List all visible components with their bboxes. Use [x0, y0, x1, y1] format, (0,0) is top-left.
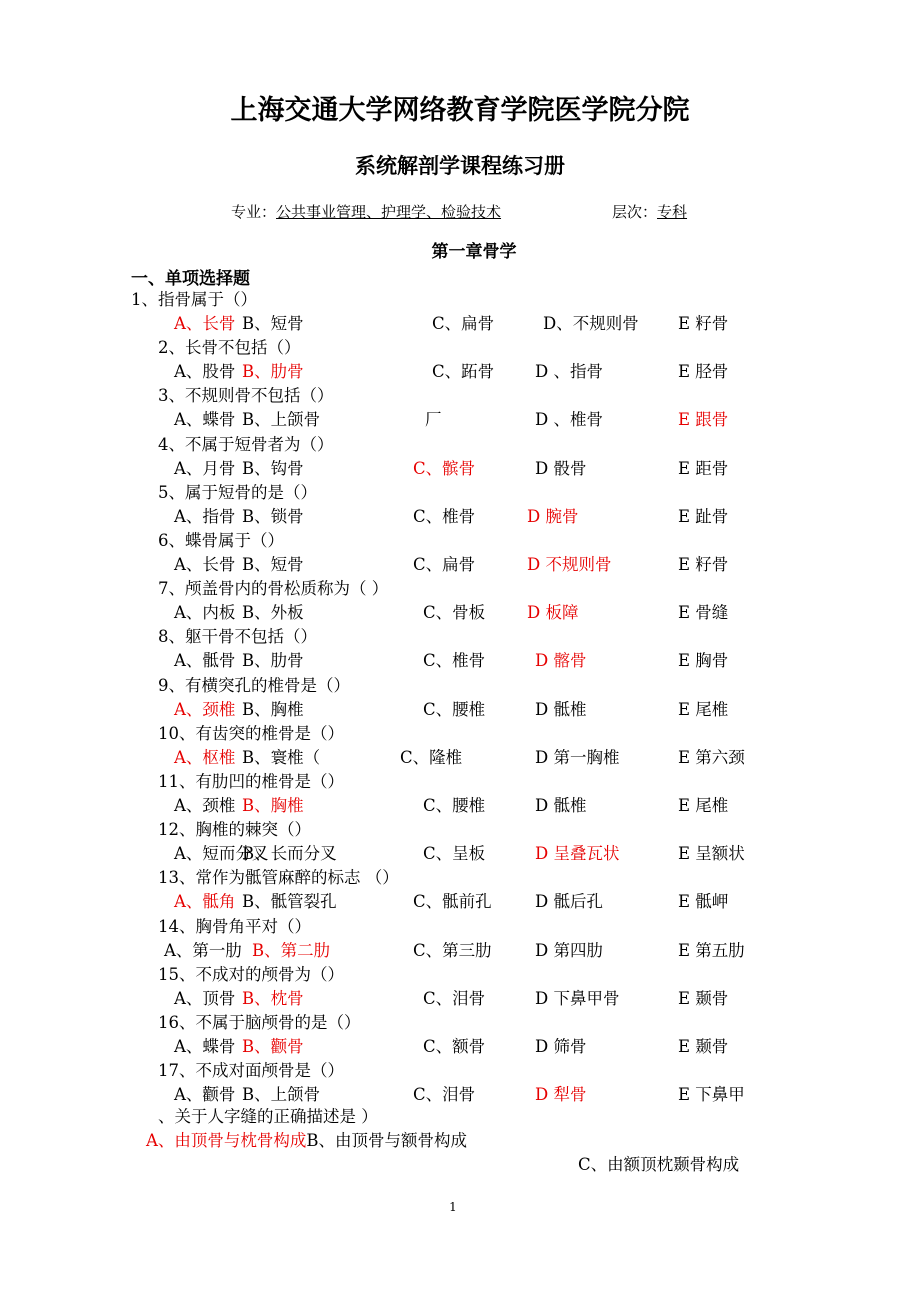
question-text: 14、胸骨角平对（）: [158, 917, 311, 936]
option-d: D 、椎骨: [535, 410, 603, 429]
option-b: B、短骨: [242, 555, 304, 574]
option-c: C、由额顶枕颞骨构成: [578, 1155, 740, 1174]
question-text: 5、属于短骨的是（）: [158, 483, 317, 502]
option-e: E 骨缝: [678, 603, 729, 622]
option-a: A、股骨: [174, 362, 236, 381]
option-a: A、第一肋: [164, 941, 242, 960]
option-e: E 颞骨: [678, 1037, 729, 1056]
level-label: 层次：: [612, 203, 658, 221]
option-c: C、骶前孔: [413, 892, 492, 911]
option-a: A、蝶骨: [174, 1037, 236, 1056]
option-a: A、顶骨: [174, 989, 236, 1008]
option-c: C、椎骨: [423, 651, 486, 670]
option-d: D 、指骨: [535, 362, 603, 381]
option-a: A、枢椎: [174, 748, 236, 767]
option-c: 厂: [425, 410, 442, 429]
question-text: 6、蝶骨属于（）: [158, 531, 284, 550]
option-b: B、上颌骨: [242, 410, 321, 429]
level-value: 专科: [657, 203, 688, 221]
option-c: C、腰椎: [423, 796, 486, 815]
option-b: B、上颌骨: [242, 1085, 321, 1104]
question-text: 13、常作为骶管麻醉的标志 （）: [158, 868, 399, 887]
option-c: C、泪骨: [423, 989, 486, 1008]
option-b: B、长而分叉: [242, 844, 337, 863]
option-a: A、颈椎: [174, 700, 236, 719]
option-a: A、骶骨: [174, 651, 236, 670]
option-a: A、蝶骨: [174, 410, 236, 429]
option-b: B、枕骨: [242, 989, 304, 1008]
option-e: E 跟骨: [678, 410, 729, 429]
question-text: 11、有肋凹的椎骨是（）: [158, 772, 344, 791]
option-d: D 呈叠瓦状: [535, 844, 620, 863]
question-text: 16、不属于脑颅骨的是（）: [158, 1013, 361, 1032]
option-d: D 髂骨: [535, 651, 587, 670]
option-a: A、骶角: [174, 892, 236, 911]
question-text: 8、躯干骨不包括（）: [158, 627, 317, 646]
page-number: 1: [449, 1200, 457, 1214]
option-c: C、跖骨: [432, 362, 495, 381]
major-label: 专业：: [231, 203, 277, 221]
major-value: 公共事业管理、护理学、检验技术: [276, 203, 502, 221]
option-a: A、颈椎: [174, 796, 236, 815]
option-a: A、月骨: [174, 459, 236, 478]
question-text: 2、长骨不包括（）: [158, 338, 301, 357]
option-e: E 尾椎: [678, 796, 729, 815]
option-e: E 籽骨: [678, 555, 729, 574]
option-b: B、寰椎（: [242, 748, 321, 767]
option-d: D 板障: [527, 603, 579, 622]
option-e: E 下鼻甲: [678, 1085, 745, 1104]
section-heading: 一、单项选择题: [131, 269, 250, 289]
option-d: D 骰骨: [535, 459, 587, 478]
question-text: 3、不规则骨不包括（）: [158, 386, 334, 405]
option-e: E 籽骨: [678, 314, 729, 333]
option-b: B、第二肋: [252, 941, 331, 960]
option-a: A、内板: [174, 603, 236, 622]
option-c: C、扁骨: [413, 555, 476, 574]
option-b: B、钩骨: [242, 459, 304, 478]
question-text: 12、胸椎的棘突（）: [158, 820, 311, 839]
chapter-heading: 第一章骨学: [431, 242, 517, 262]
option-c: C、椎骨: [413, 507, 476, 526]
option-b: B、短骨: [242, 314, 304, 333]
question-text: 17、不成对面颅骨是（）: [158, 1061, 344, 1080]
option-b: B、颧骨: [242, 1037, 304, 1056]
option-a: A、颧骨: [174, 1085, 236, 1104]
option-d: D 骶后孔: [535, 892, 603, 911]
option-d: D 筛骨: [535, 1037, 587, 1056]
option-c: C、骨板: [423, 603, 486, 622]
question-text: 、关于人字缝的正确描述是 ）: [158, 1107, 378, 1126]
option-b: B、锁骨: [242, 507, 304, 526]
option-d: D 骶椎: [535, 700, 587, 719]
option-b: B、肋骨: [242, 362, 304, 381]
option-a: A、长骨: [174, 314, 236, 333]
option-a: A、长骨: [174, 555, 236, 574]
option-e: E 尾椎: [678, 700, 729, 719]
option-d: D 腕骨: [527, 507, 579, 526]
option-e: E 呈额状: [678, 844, 745, 863]
question-text: 15、不成对的颅骨为（）: [158, 965, 344, 984]
major-info: [231, 201, 501, 222]
question-text: 1、指骨属于（）: [131, 290, 257, 309]
option-a: A、指骨: [174, 507, 236, 526]
document-title: 上海交通大学网络教育学院医学院分院: [230, 95, 690, 126]
option-b: B、胸椎: [242, 796, 304, 815]
answer-options: [146, 1131, 467, 1151]
question-text: 10、有齿突的椎骨是（）: [158, 724, 344, 743]
option-e: E 趾骨: [678, 507, 729, 526]
option-e: E 颞骨: [678, 989, 729, 1008]
option-d: D 犁骨: [535, 1085, 587, 1104]
option-d: D 不规则骨: [527, 555, 612, 574]
option-d: D 骶椎: [535, 796, 587, 815]
option-e: E 胫骨: [678, 362, 729, 381]
option-a: A、短而分叉: [174, 844, 269, 863]
option-c: C、额骨: [423, 1037, 486, 1056]
option-c: C、第三肋: [413, 941, 492, 960]
question-text: 7、颅盖骨内的骨松质称为（ ）: [158, 579, 389, 598]
option-c: C、髌骨: [413, 459, 476, 478]
option-e: E 骶岬: [678, 892, 729, 911]
option-d: D、不规则骨: [543, 314, 639, 333]
option-c: C、腰椎: [423, 700, 486, 719]
option-b: B、外板: [242, 603, 304, 622]
option-c: C、呈板: [423, 844, 486, 863]
level-info: [612, 201, 687, 222]
option-b: B、胸椎: [242, 700, 304, 719]
option-e: E 第六颈: [678, 748, 745, 767]
option-c: C、隆椎: [400, 748, 463, 767]
option-b: B、肋骨: [242, 651, 304, 670]
option-c: C、泪骨: [413, 1085, 476, 1104]
option-e: E 第五肋: [678, 941, 745, 960]
option-d: D 第四肋: [535, 941, 603, 960]
option-d: D 下鼻甲骨: [535, 989, 620, 1008]
option-b: B、由顶骨与额骨构成: [306, 1131, 468, 1150]
question-text: 4、不属于短骨者为（）: [158, 435, 334, 454]
question-text: 9、有横突孔的椎骨是（）: [158, 676, 350, 695]
option-d: D 第一胸椎: [535, 748, 620, 767]
option-e: E 胸骨: [678, 651, 729, 670]
option-e: E 距骨: [678, 459, 729, 478]
document-subtitle: 系统解剖学课程练习册: [355, 154, 565, 178]
option-c: C、扁骨: [432, 314, 495, 333]
option-a: A、由顶骨与枕骨构成: [146, 1131, 307, 1150]
option-b: B、骶管裂孔: [242, 892, 337, 911]
